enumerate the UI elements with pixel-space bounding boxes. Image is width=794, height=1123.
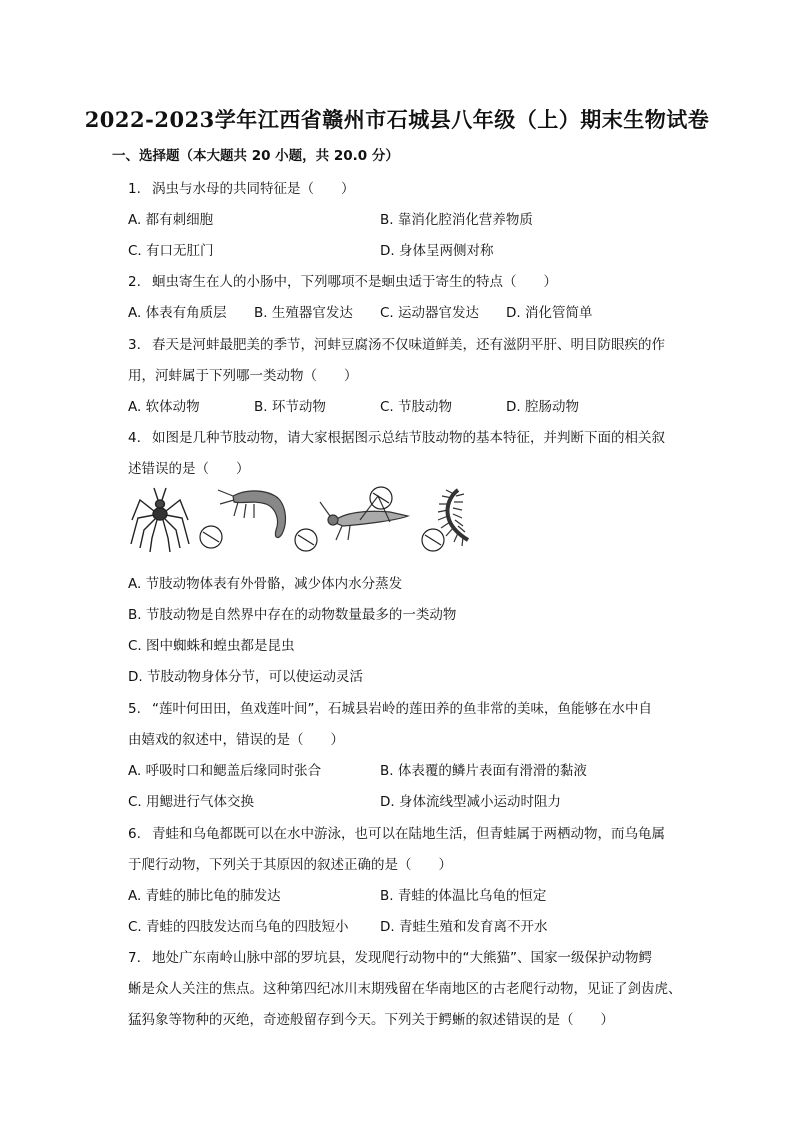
marker-circle	[200, 526, 222, 548]
q3-option-b[interactable]: B. 环节动物	[254, 399, 326, 415]
q6-option-d[interactable]: D. 青蛙生殖和发育离不开水	[380, 919, 548, 935]
q5-option-b[interactable]: B. 体表覆的鳞片表面有滑滑的黏液	[380, 763, 587, 779]
q1-option-a[interactable]: A. 都有刺细胞	[128, 212, 214, 228]
question-number: 2.	[128, 274, 141, 290]
question-7-stem-cont: 蜥是众人关注的焦点。这种第四纪冰川末期残留在华南地区的古老爬行动物，见证了剑齿虎、	[128, 981, 682, 997]
marker-circle	[370, 487, 392, 509]
q3-option-a[interactable]: A. 软体动物	[128, 399, 200, 415]
q4-option-b[interactable]: B. 节肢动物是自然界中存在的动物数量最多的一类动物	[128, 607, 457, 623]
question-3-stem-cont: 用，河蚌属于下列哪一类动物（ ）	[128, 368, 358, 384]
question-2-stem	[128, 270, 557, 290]
q4-option-c[interactable]: C. 图中蜘蛛和蝗虫都是昆虫	[128, 638, 295, 654]
centipede-drawing	[438, 490, 468, 546]
question-number: 6.	[128, 826, 141, 842]
stem-text: 蛔虫寄生在人的小肠中，下列哪项不是蛔虫适于寄生的特点（ ）	[152, 274, 557, 290]
question-5-stem	[128, 697, 652, 717]
q1-option-b[interactable]: B. 靠消化腔消化营养物质	[380, 212, 533, 228]
q2-option-b[interactable]: B. 生殖器官发达	[254, 305, 353, 321]
q3-option-d[interactable]: D. 腔肠动物	[506, 399, 579, 415]
question-5-stem-cont: 由嬉戏的叙述中，错误的是（ ）	[128, 732, 344, 748]
marker-circle	[295, 529, 317, 551]
stem-text: 涡虫与水母的共同特征是（ ）	[152, 181, 355, 197]
stem-text: “莲叶何田田，鱼戏莲叶间”，石城县岩岭的莲田养的鱼非常的美味，鱼能够在水中自	[152, 701, 652, 717]
q5-option-d[interactable]: D. 身体流线型减小运动时阻力	[380, 794, 561, 810]
stem-text: 春天是河蚌最肥美的季节，河蚌豆腐汤不仅味道鲜美，还有滋阴平肝、明目防眼疾的作	[152, 337, 665, 353]
q4-option-d[interactable]: D. 节肢动物身体分节，可以使运动灵活	[128, 669, 363, 685]
question-4-stem-cont: 述错误的是（ ）	[128, 461, 250, 477]
question-4-stem	[128, 426, 665, 446]
question-7-stem-cont2: 猛犸象等物种的灭绝，奇迹般留存到今天。下列关于鳄蜥的叙述错误的是（ ）	[128, 1012, 614, 1028]
question-number: 5.	[128, 701, 141, 717]
stem-text: 地处广东南岭山脉中部的罗坑县，发现爬行动物中的“大熊猫”、国家一级保护动物鳄	[152, 950, 652, 966]
q6-option-a[interactable]: A. 青蛙的肺比龟的肺发达	[128, 888, 281, 904]
q2-options	[128, 301, 592, 321]
stem-text: 青蛙和乌龟都既可以在水中游泳，也可以在陆地生活，但青蛙属于两栖动物，而乌龟属	[152, 826, 665, 842]
q2-option-d[interactable]: D. 消化管简单	[506, 305, 593, 321]
stem-text: 如图是几种节肢动物，请大家根据图示总结节肢动物的基本特征，并判断下面的相关叙	[152, 430, 665, 446]
question-6-stem-cont: 于爬行动物，下列关于其原因的叙述正确的是（ ）	[128, 857, 452, 873]
exam-title: 2022-2023学年江西省赣州市石城县八年级（上）期末生物试卷	[84, 107, 710, 132]
q5-option-c[interactable]: C. 用鳃进行气体交换	[128, 794, 255, 810]
q1-option-d[interactable]: D. 身体呈两侧对称	[380, 243, 494, 259]
question-number: 4.	[128, 430, 141, 446]
question-number: 3.	[128, 337, 141, 353]
q2-option-a[interactable]: A. 体表有角质层	[128, 305, 227, 321]
spider-drawing	[131, 488, 189, 552]
q4-option-a[interactable]: A. 节肢动物体表有外骨骼，减少体内水分蒸发	[128, 576, 403, 592]
q6-option-c[interactable]: C. 青蛙的四肢发达而乌龟的四肢短小	[128, 919, 349, 935]
question-number: 1.	[128, 181, 141, 197]
question-3-stem	[128, 333, 665, 353]
grasshopper-drawing	[320, 496, 408, 540]
q5-option-a[interactable]: A. 呼吸时口和鳃盖后缘同时张合	[128, 763, 322, 779]
q3-options	[128, 395, 579, 415]
q3-option-c[interactable]: C. 节肢动物	[380, 399, 453, 415]
q1-option-c[interactable]: C. 有口无肛门	[128, 243, 214, 259]
arthropods-figure	[128, 482, 508, 557]
section-heading: 一、选择题（本大题共 20 小题，共 20.0 分）	[112, 148, 399, 164]
question-6-stem	[128, 822, 665, 842]
q6-option-b[interactable]: B. 青蛙的体温比乌龟的恒定	[380, 888, 547, 904]
q2-option-c[interactable]: C. 运动器官发达	[380, 305, 480, 321]
shrimp-drawing	[218, 490, 285, 537]
question-7-stem	[128, 946, 652, 966]
question-1-stem	[128, 177, 355, 197]
marker-circle	[422, 529, 444, 551]
question-number: 7.	[128, 950, 141, 966]
